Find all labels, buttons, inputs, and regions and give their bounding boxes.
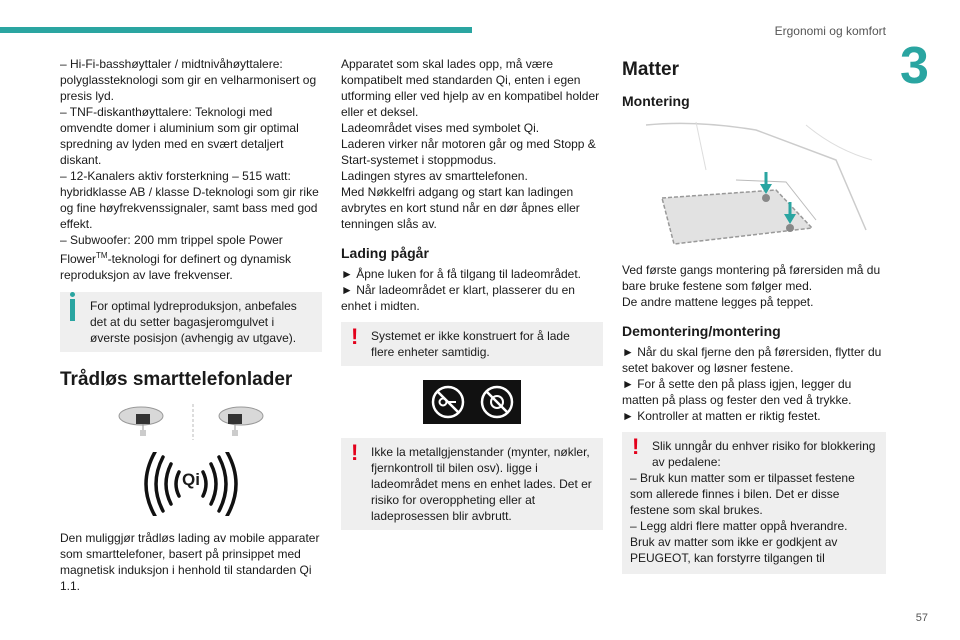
heading-removal: Demontering/montering [622,323,781,339]
other-mats-text: De andre mattene legges på teppet. [622,295,814,309]
warning-text-1: Systemet er ikke konstruert for å lade flere enheter samtidig. [371,329,570,359]
warning-item-1: – Bruk kun matter som er tilpasset festene som allerede finnes i bilen. Det er disse festene som skal brukes. [630,471,855,517]
heading-mounting: Montering [622,93,690,109]
column-1 [60,56,322,594]
info-icon [70,299,75,321]
keyless-text: Med Nøkkelfri adgang og start kan ladingen avbrytes en kort stund når en dør åpnes eller tenningen slås av. [341,185,580,231]
warning-icon: ! [632,434,640,459]
floor-mat-illustration [636,120,872,250]
info-note [60,292,322,352]
mounting-text: Ved første gangs montering på førersiden må du bare bruke festene som følger med. [622,263,881,293]
chapter-number: 3 [900,37,929,95]
speaker-item-2: – TNF-diskanthøyttalere: Teknologi med omvendte domer i aluminium som gir optimal spredning av lyden med en svært detaljert diskant. [60,105,299,167]
warning-icon: ! [351,440,359,465]
no-coins-icon [479,384,515,420]
removal-step-3: ► Kontroller at matten er riktig festet. [622,409,821,423]
section-title-mats: Matter [622,59,680,80]
warning-title: Slik unngår du enhver risiko for blokkering av pedalene: [652,439,876,469]
speaker-item-4: – Subwoofer: 200 mm trippel spole Power Flower™-teknologi for definert og dynamisk reproduksjon av lave frekvenser. [60,233,292,282]
column-3 [622,58,886,574]
page-number: 57 [915,612,928,624]
charger-description: Den muliggjør trådløs lading av mobile apparater som smarttelefoner, basert på prinsippet med magnetisk induksjon i henhold til standarden Qi 1.1. [60,531,320,593]
no-metal-icon [423,380,521,424]
warning-note-1 [341,322,603,366]
header-accent-bar [0,27,472,33]
warning-note-2 [341,438,603,530]
speaker-item-1: – Hi-Fi-basshøyttaler / midtnivåhøyttalere: polyglassteknologi som gir en velharmonisert og presis lyd. [60,57,317,103]
column-2 [341,56,603,530]
qi-area-text: Ladeområdet vises med symbolet Qi. [341,121,540,135]
steering-wheel-icon [111,402,271,442]
compat-text: Apparatet som skal lades opp, må være kompatibelt med standarden Qi, enten i egen utforming eller ved hjelp av en kompatibel holder eller et deksel. [341,57,600,119]
qi-wireless-icon [141,452,241,516]
qi-label: Qi [182,470,200,489]
warning-text-2: Ikke la metallgjenstander (mynter, nøkler, fjernkontroll til bilen osv). ligge i ladeområdet mens en enhet lades. Det er risiko for overoppheting eller at ladeprosessen blir avbrutt. [371,445,592,523]
warning-item-2: – Legg aldri flere matter oppå hverandre. [630,519,848,533]
warning-note-3 [622,432,886,574]
section-title-charger: Trådløs smarttelefonlader [60,369,293,390]
engine-text: Laderen virker når motoren går og med Stopp & Start-systemet i stoppmodus. [341,137,596,167]
warning-icon: ! [351,324,359,349]
header-title: Ergonomi og komfort [774,24,886,38]
no-keys-icon [430,384,466,420]
speaker-item-3: – 12-Kanalers aktiv forsterkning – 515 watt: hybridklasse AB / klasse D-teknologi som gir rike og fine høyfrekvenssignaler, samt bass med god effekt. [60,169,319,231]
removal-step-2: ► For å sette den på plass igjen, legger du matten på plass og fester den ved å trykke. [622,377,852,407]
heading-charging: Lading pågår [341,245,429,261]
phone-control-text: Ladingen styres av smarttelefonen. [341,169,528,183]
charging-step-2: ► Når ladeområdet er klart, plasserer du en enhet i midten. [341,283,575,313]
warning-item-3: Bruk av matter som ikke er godkjent av PEUGEOT, kan forstyrre tilgangen til [630,535,838,565]
info-note-text: For optimal lydreproduksjon, anbefales det at du setter bagasjeromgulvet i øverste posisjon (avhengig av utgave). [90,299,297,345]
removal-step-1: ► Når du skal fjerne den på førersiden, flytter du setet bakover og løsner festene. [622,345,882,375]
charging-step-1: ► Åpne luken for å få tilgang til ladeområdet. [341,267,582,281]
